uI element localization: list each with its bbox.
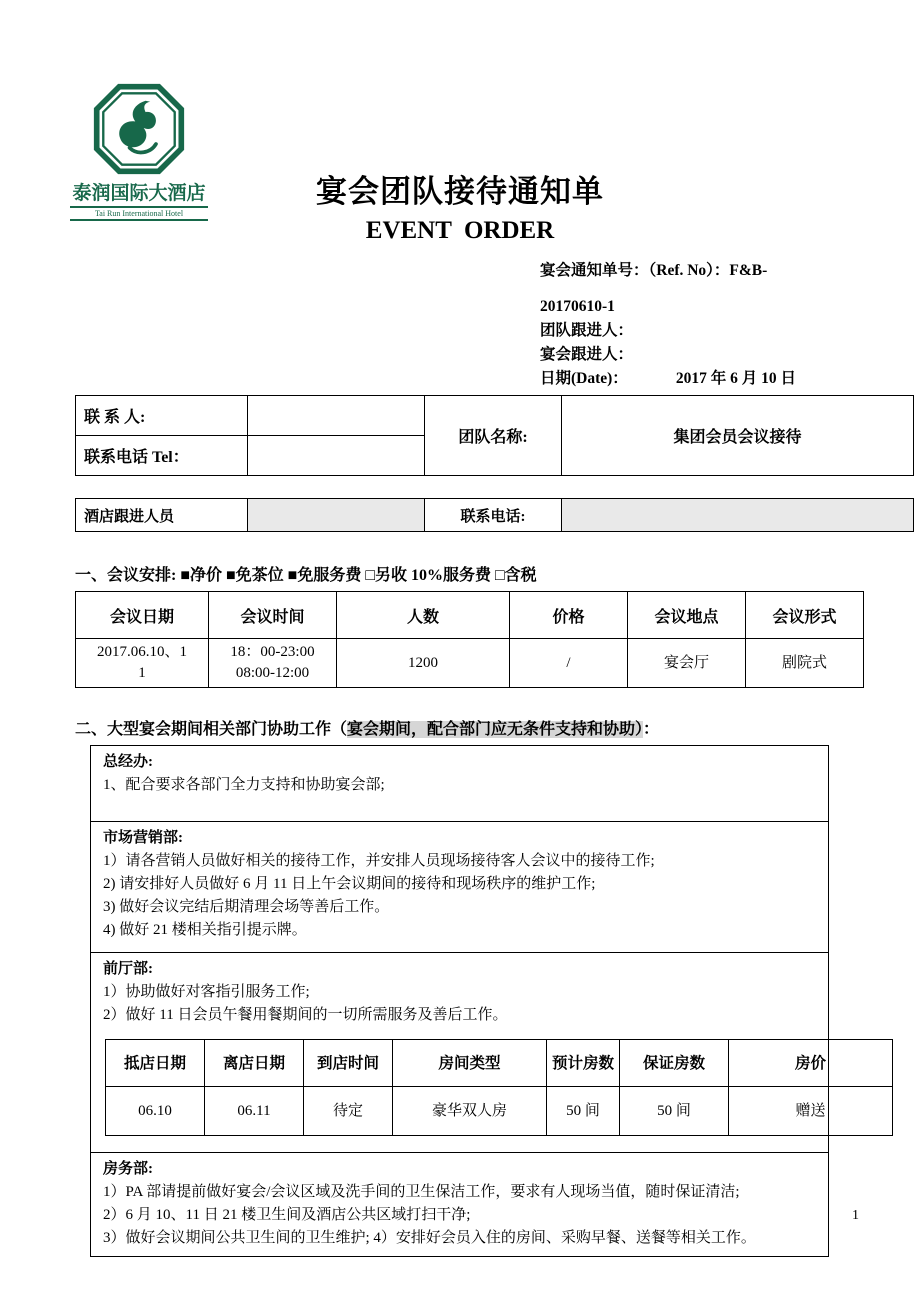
section-housekeeping: [91, 1152, 828, 1256]
banquet-follow-label: 宴会跟进人：: [540, 346, 634, 363]
room-type-cell: 豪华双人房: [393, 1087, 547, 1136]
col-room-price: 房价: [729, 1040, 893, 1087]
meeting-date-line2: 1: [138, 665, 146, 681]
col-price: 价格: [510, 592, 628, 639]
table-data-row: [76, 639, 864, 688]
contact-table: [75, 395, 914, 476]
meeting-time-cell: [209, 639, 337, 688]
contact-tel-field[interactable]: [248, 436, 425, 476]
team-name-value: 集团会员会议接待: [562, 396, 914, 476]
department-title: 总经办:: [103, 754, 153, 770]
section-marketing: [91, 821, 828, 952]
col-guaranteed-rooms: 保证房数: [620, 1040, 729, 1087]
section1-heading: [75, 562, 920, 585]
table-row: [76, 396, 914, 436]
people-count-cell: 1200: [337, 639, 510, 688]
section1-options: ■净价 ■免茶位 ■免服务费 □另收 10%服务费 □含税: [180, 567, 537, 584]
department-line: 1）PA 部请提前做好宴会/会议区域及洗手间的卫生保洁工作，要求有人现场当值，随时保证清洁;: [103, 1184, 740, 1200]
department-line: 2）6 月 10、11 日 21 楼卫生间及酒店公共区域打扫干净;: [103, 1207, 471, 1223]
contact-person-field[interactable]: [248, 396, 425, 436]
date-line: [540, 367, 880, 391]
col-departure-date: 离店日期: [205, 1040, 304, 1087]
departure-date-cell: 06.11: [205, 1087, 304, 1136]
team-follow-label: 团队跟进人：: [540, 322, 634, 339]
ref-number: 20170610-1: [540, 298, 615, 315]
document-title-cn: 宴会团队接待通知单: [316, 174, 604, 209]
meeting-date-cell: [76, 639, 209, 688]
room-price-cell: 赠送: [729, 1087, 893, 1136]
hotel-follow-table: [75, 498, 914, 532]
table-row: [76, 499, 914, 532]
col-arrival-time: 到店时间: [304, 1040, 393, 1087]
department-title: 市场营销部:: [103, 830, 183, 846]
meeting-time-line1: 18：00-23:00: [230, 644, 315, 660]
document-title-en: EVENT ORDER: [365, 217, 555, 244]
section-front-office: [91, 952, 828, 1152]
hotel-follow-field[interactable]: [248, 499, 425, 532]
col-room-type: 房间类型: [393, 1040, 547, 1087]
department-line: 3) 做好会议完结后期清理会场等善后工作。: [103, 899, 390, 915]
price-cell: /: [510, 639, 628, 688]
section2-heading-highlight: 宴会期间，配合部门应无条件支持和协助）: [347, 721, 644, 738]
expected-rooms-cell: 50 间: [547, 1087, 620, 1136]
date-label: 日期(Date)：: [540, 370, 628, 387]
guaranteed-rooms-cell: 50 间: [620, 1087, 729, 1136]
col-people-count: 人数: [337, 592, 510, 639]
department-line: 4) 做好 21 楼相关指引提示牌。: [103, 922, 307, 938]
date-value: 2017 年 6 月 10 日: [675, 370, 796, 387]
hotel-follow-label: 酒店跟进人员: [76, 499, 248, 532]
format-cell: 剧院式: [746, 639, 864, 688]
section2-heading-pre: 二、大型宴会期间相关部门协助工作（: [75, 721, 348, 738]
meeting-time-line2: 08:00-12:00: [235, 665, 310, 681]
departments-box: [90, 745, 829, 1257]
section-general-office: [91, 746, 828, 821]
col-expected-rooms: 预计房数: [547, 1040, 620, 1087]
col-meeting-date: 会议日期: [76, 592, 209, 639]
table-header-row: [76, 592, 864, 639]
section2-heading-post: ：: [643, 721, 660, 738]
ref-no-label: 宴会通知单号：（Ref. No）：F&B-: [540, 262, 768, 279]
department-line: 1）请各营销人员做好相关的接待工作，并安排人员现场接待客人会议中的接待工作;: [103, 853, 655, 869]
contact-tel-label: 联系电话 Tel：: [76, 436, 248, 476]
room-table: [105, 1039, 893, 1136]
col-meeting-time: 会议时间: [209, 592, 337, 639]
col-format: 会议形式: [746, 592, 864, 639]
col-arrival-date: 抵店日期: [106, 1040, 205, 1087]
table-header-row: [106, 1040, 893, 1087]
arrival-date-cell: 06.10: [106, 1087, 205, 1136]
department-title: 房务部:: [103, 1161, 153, 1177]
contact-person-label: 联 系 人:: [76, 396, 248, 436]
table-data-row: [106, 1087, 893, 1136]
hotel-name-en: Tai Run International Hotel: [70, 206, 208, 221]
department-line: 2）做好 11 日会员午餐用餐期间的一切所需服务及善后工作。: [103, 1007, 508, 1023]
team-name-label: 团队名称:: [425, 396, 562, 476]
meeting-table: [75, 591, 864, 688]
hotel-logo: [70, 82, 208, 221]
hotel-name-cn: 泰润国际大酒店: [72, 183, 206, 204]
section1-title: 一、会议安排:: [75, 567, 177, 584]
section2-heading: [75, 716, 920, 739]
department-line: 1）协助做好对客指引服务工作;: [103, 984, 310, 1000]
hotel-tel-label: 联系电话:: [425, 499, 562, 532]
col-location: 会议地点: [628, 592, 746, 639]
department-line: 3）做好会议期间公共卫生间的卫生维护; 4）安排好会员入住的房间、采购早餐、送餐等相关工作。: [103, 1230, 756, 1246]
arrival-time-cell: 待定: [304, 1087, 393, 1136]
page-number: 1: [852, 1208, 859, 1223]
location-cell: 宴会厅: [628, 639, 746, 688]
department-title: 前厅部:: [103, 961, 153, 977]
meeting-date-line1: 2017.06.10、1: [96, 644, 187, 660]
department-line: 2) 请安排好人员做好 6 月 11 日上午会议期间的接待和现场秩序的维护工作;: [103, 876, 596, 892]
hotel-logo-emblem-icon: [92, 82, 186, 176]
hotel-tel-field[interactable]: [562, 499, 914, 532]
department-line: 1、配合要求各部门全力支持和协助宴会部;: [103, 777, 385, 793]
document-meta: [540, 259, 880, 391]
